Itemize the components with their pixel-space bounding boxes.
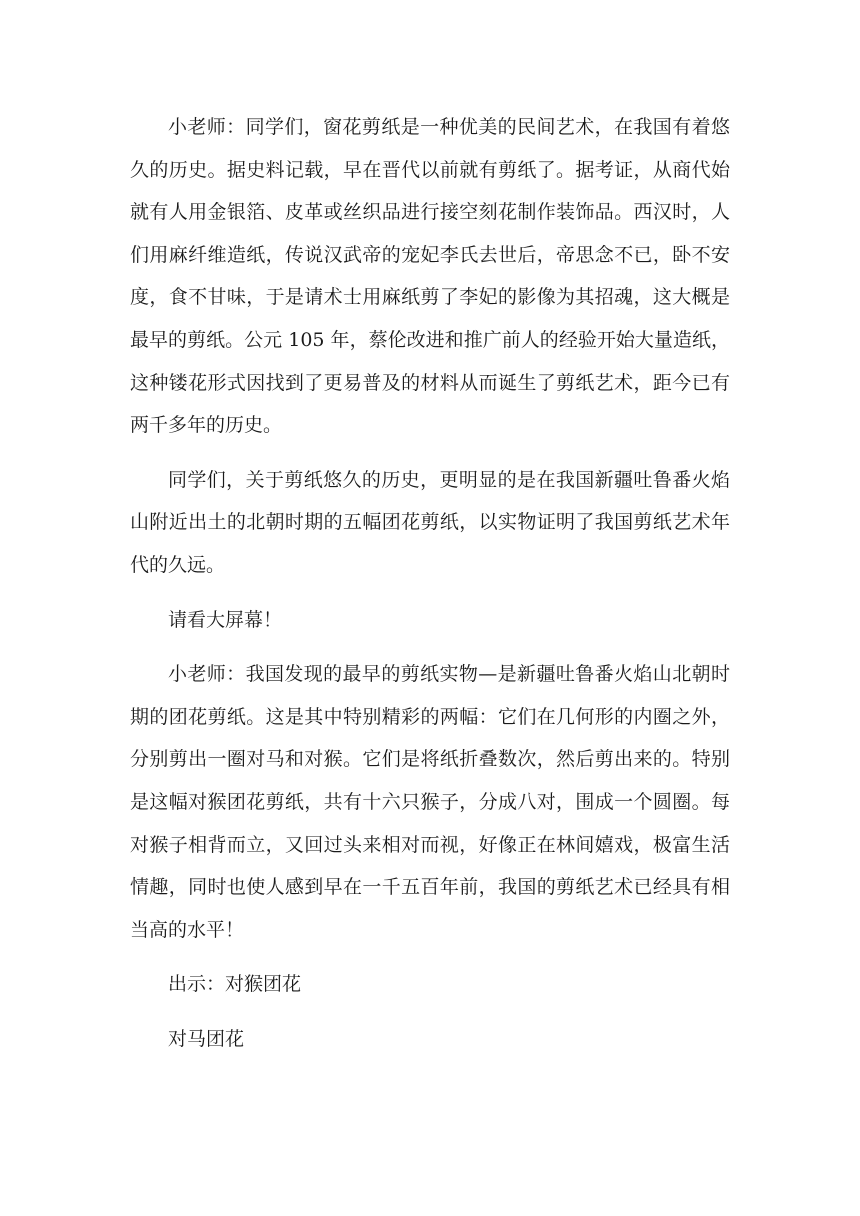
document-body	[130, 106, 730, 1072]
paragraph-earliest-papercut: 小老师：我国发现的最早的剪纸实物—是新疆吐鲁番火焰山北朝时期的团花剪纸。这是其中特别精彩的两幅：它们在几何形的内圈之外，分别剪出一圈对马和对猴。它们是将纸折叠数次，然后剪出来的。特别是这幅对猴团花剪纸，共有十六只猴子，分成八对，围成一个圆圈。每对猴子相背而立，又回过头来相对而视，好像正在林间嬉戏，极富生活情趣，同时也使人感到早在一千五百年前，我国的剪纸艺术已经具有相当高的水平！	[130, 663, 730, 941]
paragraph-screen-prompt: 请看大屏幕！	[168, 608, 283, 631]
paragraph-history-intro: 小老师：同学们，窗花剪纸是一种优美的民间艺术，在我国有着悠久的历史。据史料记载，早在晋代以前就有剪纸了。据考证，从商代始就有人用金银箔、皮革或丝织品进行接空刻花制作装饰品。西汉时，人们用麻纤维造纸，传说汉武帝的宠妃李氏去世后，帝思念不已，卧不安度，食不甘味，于是请术士用麻纸剪了李妃的影像为其招魂，这大概是最早的剪纸。公元 105 年，蔡伦改进和推广前人的经验开始大量造纸，这种镂花形式因找到了更易普及的材料从而诞生了剪纸艺术，距今已有两千多年的历史。	[130, 116, 730, 437]
paragraph-horse: 对马团花	[168, 1027, 245, 1050]
paragraph-northern-dynasties: 同学们，关于剪纸悠久的历史，更明显的是在我国新疆吐鲁番火焰山附近出土的北朝时期的五幅团花剪纸，以实物证明了我国剪纸艺术年代的久远。	[130, 468, 730, 576]
paragraph-show-monkey: 出示：对猴团花	[168, 973, 302, 996]
